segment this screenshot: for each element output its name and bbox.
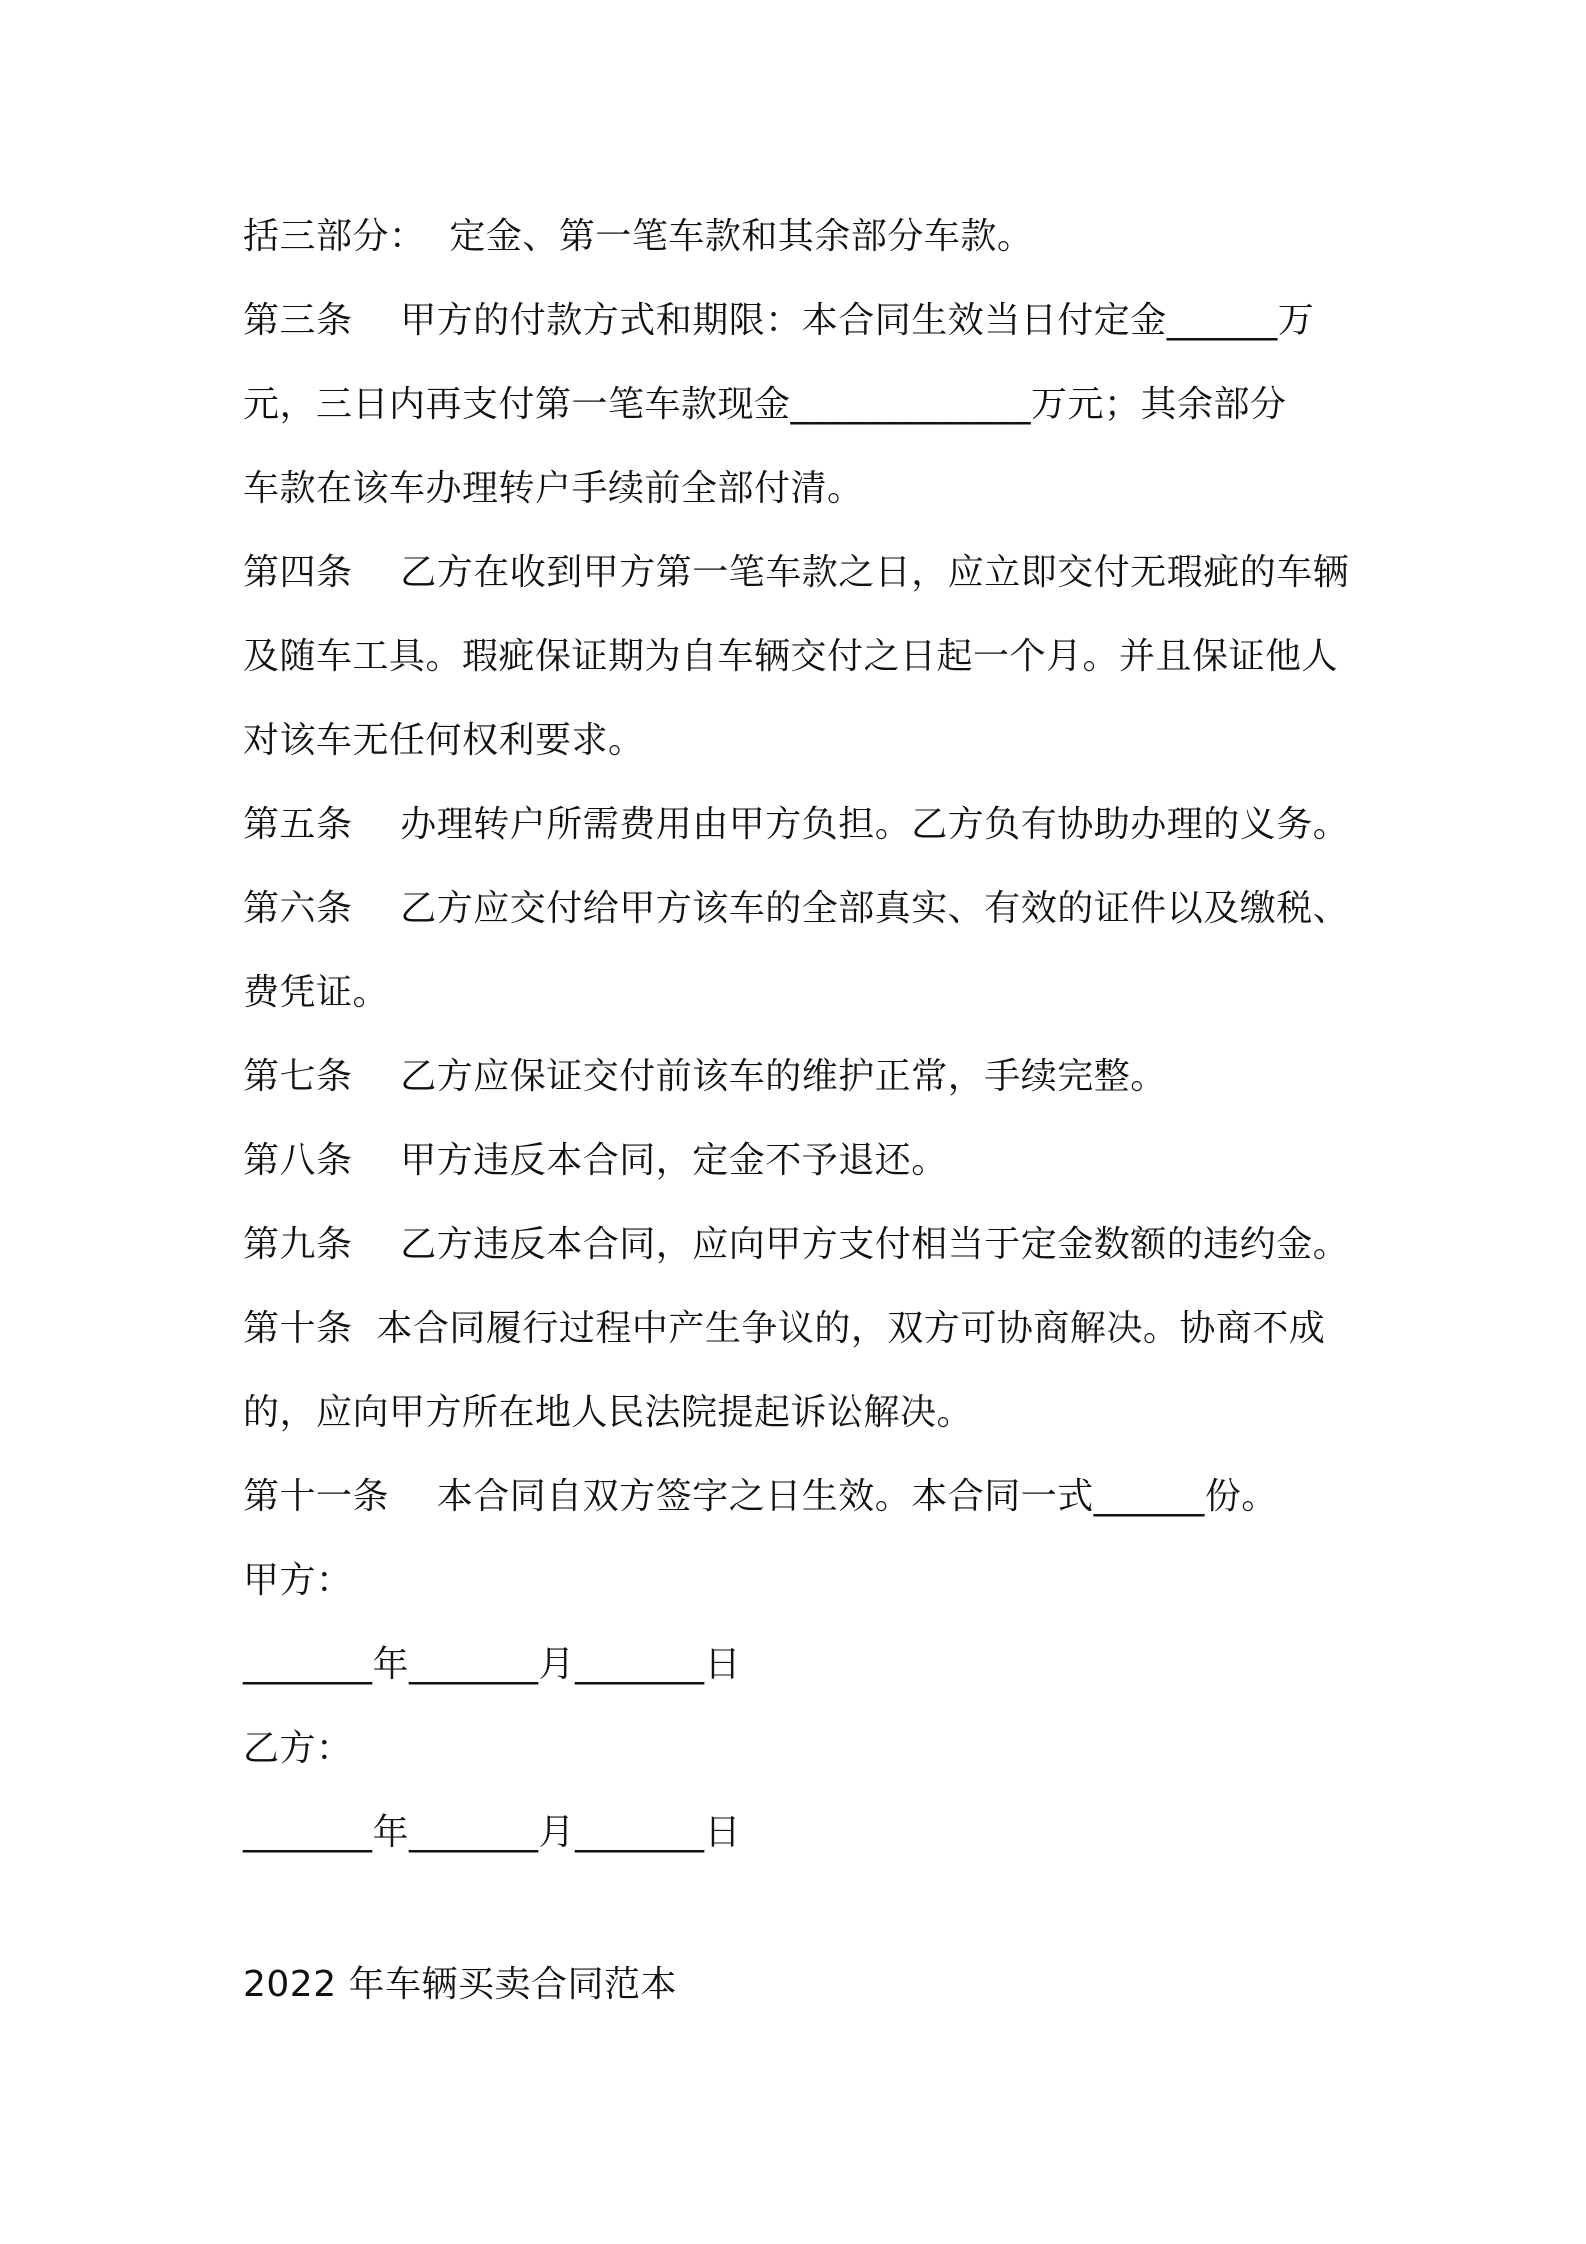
article-4-line-3: 对该车无任何权利要求。 [243,720,645,761]
article-10-line-1: 第十条 本合同履行过程中产生争议的，双方可协商解决。协商不成 [243,1308,1326,1349]
party-a-date: _______年_______月_______日 [243,1644,741,1685]
party-a-label: 甲方： [243,1560,353,1601]
article-3-line-3: 车款在该车办理转户手续前全部付清。 [243,468,864,509]
article-6-line-1: 第六条 乙方应交付给甲方该车的全部真实、有效的证件以及缴税、 [243,888,1350,929]
contract-body [243,195,1363,1875]
article-4-line-1: 第四条 乙方在收到甲方第一笔车款之日，应立即交付无瑕疵的车辆 [243,552,1350,593]
article-9-line: 第九条 乙方违反本合同，应向甲方支付相当于定金数额的违约金。 [243,1224,1350,1265]
article-11-line: 第十一条 本合同自双方签字之日生效。本合同一式______份。 [243,1476,1278,1517]
article-8-line: 第八条 甲方违反本合同，定金不予退还。 [243,1140,948,1181]
party-b-label: 乙方： [243,1728,353,1769]
article-4-line-2: 及随车工具。瑕疵保证期为自车辆交付之日起一个月。并且保证他人 [243,636,1339,677]
article-3-line-1: 第三条 甲方的付款方式和期限：本合同生效当日付定金______万 [243,300,1315,341]
article-7-line: 第七条 乙方应保证交付前该车的维护正常，手续完整。 [243,1056,1167,1097]
party-b-date: _______年_______月_______日 [243,1812,741,1853]
article-3-line-2: 元，三日内再支付第一笔车款现金_____________万元；其余部分 [243,384,1287,425]
footer-title: 2022 年车辆买卖合同范本 [243,1964,678,2005]
article-5-line: 第五条 办理转户所需费用由甲方负担。乙方负有协助办理的义务。 [243,804,1350,845]
text-line: 括三部分： 定金、第一笔车款和其余部分车款。 [243,216,1034,257]
article-10-line-2: 的，应向甲方所在地人民法院提起诉讼解决。 [243,1392,974,1433]
article-6-line-2: 费凭证。 [243,972,390,1013]
